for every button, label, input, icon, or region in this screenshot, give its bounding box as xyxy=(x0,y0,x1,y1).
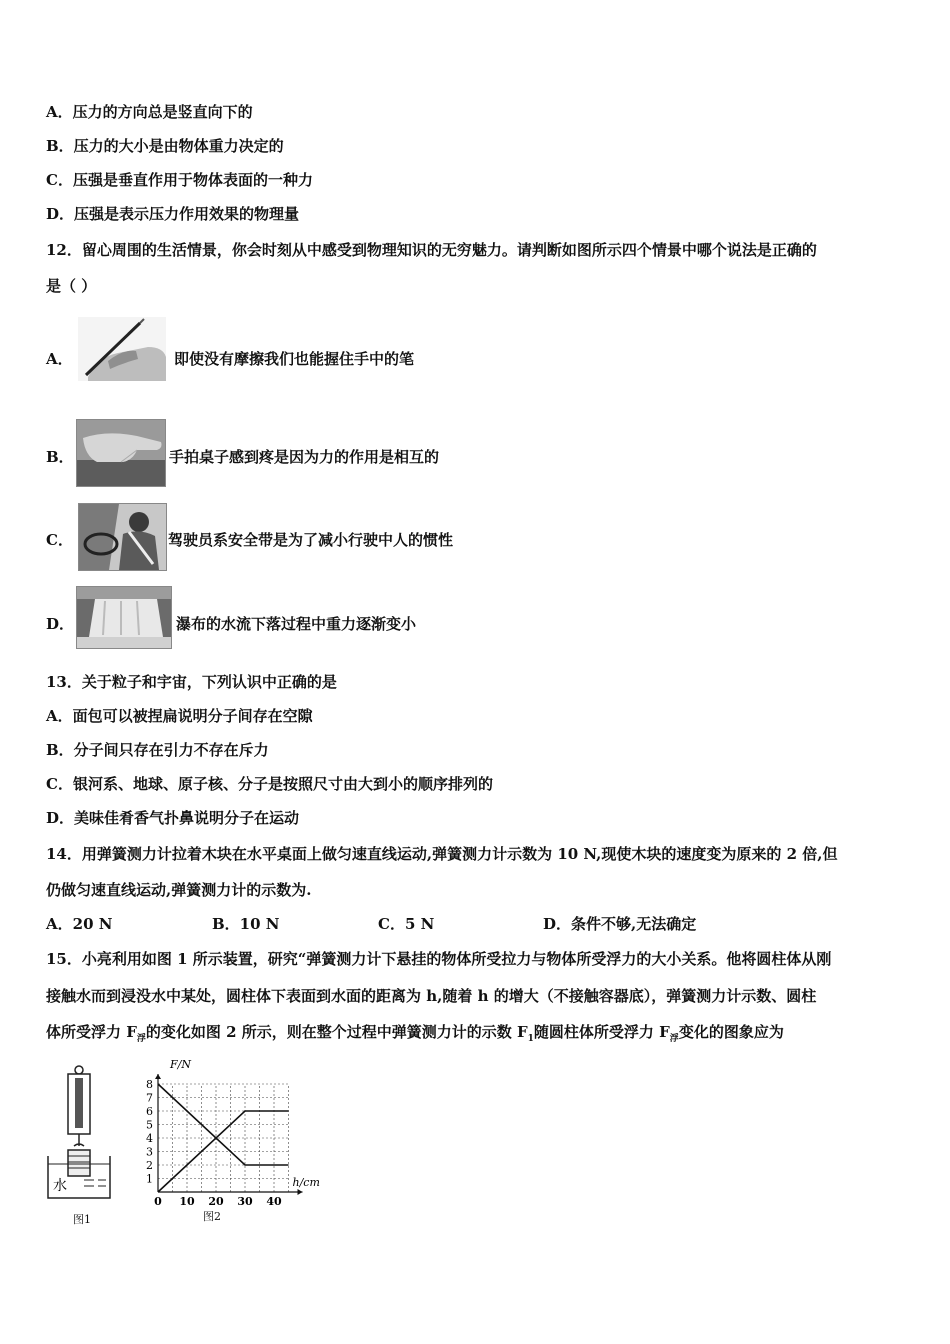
waterfall-icon xyxy=(76,586,172,649)
x-tick-label: 10 xyxy=(179,1195,195,1206)
x-tick-label: 30 xyxy=(237,1195,253,1206)
q13-option-d: D．美味佳肴香气扑鼻说明分子在运动 xyxy=(46,809,300,827)
y-axis-label: F/N xyxy=(170,1058,191,1071)
q13-stem: 13．关于粒子和宇宙，下列认识中正确的是 xyxy=(46,673,337,691)
q11-option-b: B．压力的大小是由物体重力决定的 xyxy=(46,137,284,155)
q12-option-a-text: 即使没有摩擦我们也能握住手中的笔 xyxy=(174,350,415,368)
figure-2-chart xyxy=(140,1056,330,1206)
figure-1-apparatus xyxy=(44,1064,114,1204)
q11-option-d: D．压强是表示压力作用效果的物理量 xyxy=(46,205,300,223)
x-tick-label: 20 xyxy=(208,1195,224,1206)
y-tick-label: 1 xyxy=(146,1172,153,1186)
q15-stem-line1: 15．小亮利用如图 1 所示装置，研究“弹簧测力计下悬挂的物体所受拉力与物体所受浮力的大小关系。他将圆柱体从刚 xyxy=(46,950,832,968)
y-tick-label: 5 xyxy=(146,1118,153,1132)
q12-option-b-text: 手拍桌子感到疼是因为力的作用是相互的 xyxy=(169,448,440,466)
figure-2-caption: 图2 xyxy=(203,1210,221,1223)
y-axis-arrow xyxy=(155,1074,161,1079)
q14-option-d: D．条件不够,无法确定 xyxy=(543,915,697,933)
fig1-water-label: 水 xyxy=(53,1178,67,1194)
q13-option-c: C．银河系、地球、原子核、分子是按照尺寸由大到小的顺序排列的 xyxy=(46,775,493,793)
y-tick-label: 8 xyxy=(146,1078,153,1091)
q14-option-b: B．10 N xyxy=(212,915,280,933)
y-tick-label: 6 xyxy=(146,1105,153,1118)
q12-option-d-text: 瀑布的水流下落过程中重力逐渐变小 xyxy=(176,615,417,633)
driver-seatbelt-icon xyxy=(78,503,167,571)
y-tick-label: 2 xyxy=(146,1159,153,1172)
q14-stem-line1: 14．用弹簧测力计拉着木块在水平桌面上做匀速直线运动,弹簧测力计示数为 10 N,现使木块的速度变为原来的 2 倍,但 xyxy=(46,845,838,863)
q14-option-c: C．5 N xyxy=(378,915,435,933)
q12-stem-line2: 是（ ） xyxy=(46,277,97,295)
q15-stem-line3: 体所受浮力 $F_浮$的变化如图 2 所示，则在整个过程中弹簧测力计的示数 $F_1$随圆柱体所受浮力 $F_浮$变化的图象应为 xyxy=(46,1023,784,1044)
q13-option-a: A．面包可以被捏扁说明分子间存在空隙 xyxy=(46,707,313,725)
q12-stem-line1: 12．留心周围的生活情景，你会时刻从中感受到物理知识的无穷魅力。请判断如图所示四个情景中哪个说法是正确的 xyxy=(46,241,817,259)
y-tick-label: 7 xyxy=(146,1091,153,1105)
figure-1-caption: 图1 xyxy=(73,1213,91,1226)
x-axis-label: h/cm xyxy=(292,1176,320,1189)
x-tick-label: 40 xyxy=(266,1195,282,1206)
q12-option-d-label: D． xyxy=(46,615,75,633)
hand-on-table-icon xyxy=(76,419,166,487)
q12-option-c-text: 驾驶员系安全带是为了减小行驶中人的惯性 xyxy=(168,531,454,549)
y-tick-label: 3 xyxy=(146,1145,153,1159)
q12-option-b-label: B． xyxy=(46,448,74,466)
q14-stem-line2: 仍做匀速直线运动,弹簧测力计的示数为. xyxy=(46,881,312,899)
x-axis-arrow xyxy=(298,1189,303,1195)
q14-option-a: A．20 N xyxy=(46,915,113,933)
q12-option-c-label: C． xyxy=(46,531,73,549)
y-tick-label: 4 xyxy=(146,1132,153,1145)
x-tick-label: 0 xyxy=(154,1195,162,1206)
q11-option-c: C．压强是垂直作用于物体表面的一种力 xyxy=(46,171,313,189)
hand-holding-pen-icon xyxy=(78,317,166,381)
q13-option-b: B．分子间只存在引力不存在斥力 xyxy=(46,741,269,759)
q12-option-a-label: A． xyxy=(46,350,73,368)
q15-stem-line2: 接触水而到浸没水中某处，圆柱体下表面到水面的距离为 h,随着 h 的增大（不接触容器底），弹簧测力计示数、圆柱 xyxy=(46,987,817,1005)
q11-option-a: A．压力的方向总是竖直向下的 xyxy=(46,103,253,121)
